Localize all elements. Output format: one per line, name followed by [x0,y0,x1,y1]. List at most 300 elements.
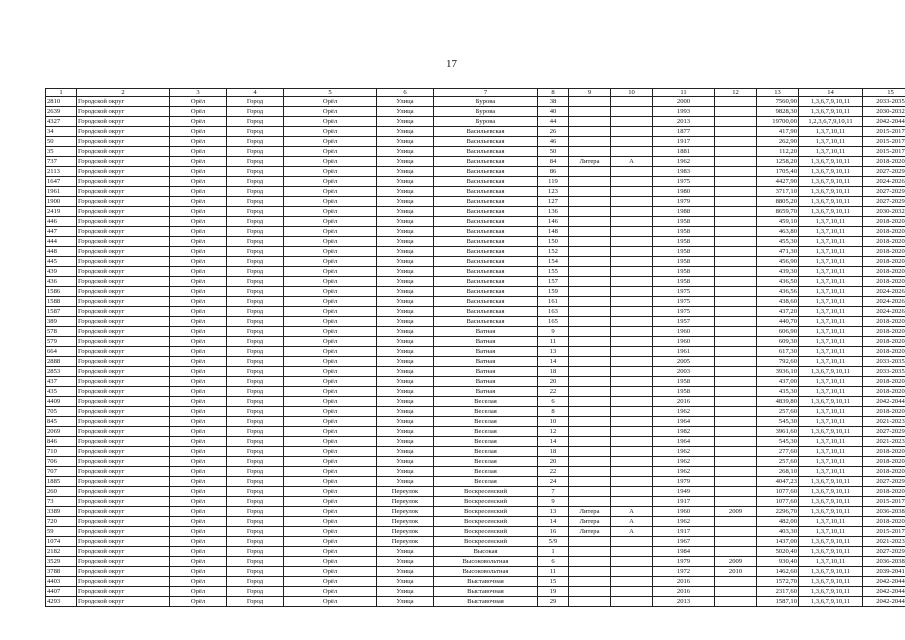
cell-street-name: Веселая [434,437,538,447]
cell-municipality-name: Орёл [170,437,227,447]
cell-repair-period: 2042-2044 [863,597,905,607]
cell-municipality-name: Орёл [170,367,227,377]
cell-house-number: 26 [538,127,569,137]
cell-building-letter [611,577,653,587]
cell-record-id: 2113 [46,167,77,177]
cell-street-type: Улица [377,387,434,397]
cell-year-reconstructed [715,457,757,467]
cell-year-reconstructed: 2009 [715,557,757,567]
cell-municipality-name: Орёл [170,557,227,567]
column-number: 11 [653,89,715,97]
cell-municipality-name: Орёл [170,547,227,557]
cell-municipality-type: Городской округ [77,187,170,197]
cell-building-letter-label [569,277,611,287]
cell-work-types: 1,3,7,10,11 [799,517,863,527]
cell-building-letter [611,257,653,267]
cell-work-types: 1,3,6,7,9,10,11 [799,177,863,187]
cell-house-number: 11 [538,337,569,347]
cell-repair-period: 2015-2017 [863,147,905,157]
cell-street-name: Выставочная [434,587,538,597]
cell-record-id: 664 [46,347,77,357]
cell-building-letter-label [569,587,611,597]
cell-street-name: Веселая [434,467,538,477]
cell-municipality-type: Городской округ [77,277,170,287]
cell-record-id: 50 [46,137,77,147]
cell-repair-period: 2018-2020 [863,517,905,527]
cell-municipality-type: Городской округ [77,457,170,467]
cell-settlement-name: Орёл [284,387,377,397]
cell-street-type: Улица [377,567,434,577]
cell-house-number: 13 [538,347,569,357]
cell-building-letter [611,417,653,427]
cell-repair-period: 2024-2026 [863,287,905,297]
cell-settlement-name: Орёл [284,427,377,437]
table-row [46,147,905,157]
cell-settlement-type: Город [227,537,284,547]
cell-repair-period: 2018-2020 [863,157,905,167]
cell-total-area: 437,00 [757,377,799,387]
cell-settlement-name: Орёл [284,437,377,447]
cell-street-type: Улица [377,577,434,587]
cell-building-letter-label [569,307,611,317]
cell-municipality-type: Городской округ [77,137,170,147]
cell-year-reconstructed [715,487,757,497]
table-row [46,577,905,587]
cell-municipality-type: Городской округ [77,497,170,507]
cell-settlement-name: Орёл [284,447,377,457]
cell-building-letter-label [569,137,611,147]
cell-street-name: Воскресенский [434,527,538,537]
cell-record-id: 2069 [46,427,77,437]
cell-building-letter-label [569,467,611,477]
cell-street-name: Ватная [434,367,538,377]
cell-municipality-name: Орёл [170,197,227,207]
cell-total-area: 439,30 [757,267,799,277]
cell-total-area: 455,30 [757,237,799,247]
cell-settlement-type: Город [227,487,284,497]
cell-repair-period: 2018-2020 [863,217,905,227]
cell-municipality-type: Городской округ [77,427,170,437]
cell-work-types: 1,3,6,7,9,10,11 [799,597,863,607]
cell-house-number: 5/9 [538,537,569,547]
cell-settlement-name: Орёл [284,217,377,227]
cell-building-letter-label [569,387,611,397]
table-row [46,377,905,387]
cell-work-types: 1,3,7,10,11 [799,257,863,267]
cell-record-id: 4293 [46,597,77,607]
cell-repair-period: 2030-2032 [863,107,905,117]
cell-street-name: Васильевская [434,297,538,307]
cell-year-reconstructed [715,307,757,317]
cell-total-area: 471,30 [757,247,799,257]
cell-total-area: 112,20 [757,147,799,157]
cell-building-letter [611,557,653,567]
cell-house-number: 123 [538,187,569,197]
cell-settlement-type: Город [227,377,284,387]
cell-work-types: 1,3,7,10,11 [799,127,863,137]
cell-year-built: 1964 [653,437,715,447]
cell-work-types: 1,3,7,10,11 [799,327,863,337]
cell-year-built: 1962 [653,467,715,477]
cell-record-id: 435 [46,387,77,397]
cell-work-types: 1,3,6,7,9,10,11 [799,367,863,377]
table-row [46,467,905,477]
cell-year-built: 1975 [653,287,715,297]
cell-total-area: 277,60 [757,447,799,457]
cell-municipality-name: Орёл [170,247,227,257]
cell-municipality-type: Городской округ [77,247,170,257]
cell-record-id: 34 [46,127,77,137]
cell-municipality-name: Орёл [170,497,227,507]
cell-street-name: Веселая [434,447,538,457]
cell-municipality-type: Городской округ [77,197,170,207]
table-row [46,207,905,217]
cell-building-letter [611,347,653,357]
cell-settlement-type: Город [227,417,284,427]
cell-settlement-name: Орёл [284,97,377,107]
cell-year-built: 1917 [653,497,715,507]
cell-house-number: 44 [538,117,569,127]
cell-house-number: 136 [538,207,569,217]
cell-building-letter-label [569,427,611,437]
cell-total-area: 5020,40 [757,547,799,557]
cell-house-number: 10 [538,417,569,427]
cell-year-reconstructed [715,257,757,267]
cell-settlement-type: Город [227,447,284,457]
cell-municipality-type: Городской округ [77,287,170,297]
cell-settlement-type: Город [227,297,284,307]
cell-street-name: Васильевская [434,147,538,157]
cell-total-area: 438,60 [757,297,799,307]
cell-building-letter [611,307,653,317]
cell-street-name: Васильевская [434,317,538,327]
cell-settlement-type: Город [227,157,284,167]
cell-record-id: 578 [46,327,77,337]
cell-street-name: Васильевская [434,237,538,247]
cell-repair-period: 2018-2020 [863,237,905,247]
cell-total-area: 3961,60 [757,427,799,437]
cell-municipality-name: Орёл [170,307,227,317]
cell-municipality-name: Орёл [170,157,227,167]
cell-settlement-type: Город [227,187,284,197]
cell-year-built: 1958 [653,237,715,247]
cell-year-reconstructed [715,207,757,217]
cell-record-id: 2810 [46,97,77,107]
cell-year-reconstructed [715,127,757,137]
cell-total-area: 8805,20 [757,197,799,207]
cell-house-number: 16 [538,527,569,537]
cell-year-reconstructed [715,537,757,547]
cell-street-type: Улица [377,447,434,457]
cell-year-built: 1984 [653,547,715,557]
cell-repair-period: 2039-2041 [863,567,905,577]
cell-street-type: Улица [377,327,434,337]
cell-year-built: 2016 [653,587,715,597]
cell-year-reconstructed [715,167,757,177]
table-row [46,447,905,457]
cell-street-name: Васильевская [434,197,538,207]
cell-municipality-type: Городской округ [77,347,170,357]
cell-settlement-type: Город [227,567,284,577]
cell-building-letter-label [569,147,611,157]
cell-settlement-type: Город [227,227,284,237]
cell-building-letter [611,147,653,157]
cell-settlement-name: Орёл [284,227,377,237]
cell-house-number: 20 [538,457,569,467]
table-row [46,127,905,137]
cell-settlement-type: Город [227,507,284,517]
cell-record-id: 2419 [46,207,77,217]
column-number: 3 [170,89,227,97]
cell-municipality-name: Орёл [170,577,227,587]
cell-work-types: 1,3,7,10,11 [799,407,863,417]
cell-year-reconstructed [715,397,757,407]
cell-record-id: 705 [46,407,77,417]
cell-year-built: 2000 [653,97,715,107]
cell-municipality-name: Орёл [170,277,227,287]
cell-house-number: 9 [538,497,569,507]
cell-street-type: Улица [377,467,434,477]
cell-total-area: 1258,20 [757,157,799,167]
cell-building-letter [611,277,653,287]
cell-street-name: Васильевская [434,277,538,287]
cell-building-letter-label [569,407,611,417]
cell-work-types: 1,3,7,10,11 [799,317,863,327]
cell-settlement-type: Город [227,327,284,337]
cell-year-reconstructed [715,527,757,537]
cell-year-reconstructed [715,267,757,277]
cell-street-type: Улица [377,237,434,247]
cell-year-built: 1983 [653,167,715,177]
table-row [46,487,905,497]
cell-repair-period: 2018-2020 [863,277,905,287]
cell-year-reconstructed [715,157,757,167]
cell-building-letter [611,377,653,387]
cell-municipality-name: Орёл [170,347,227,357]
cell-year-reconstructed [715,97,757,107]
cell-work-types: 1,3,7,10,11 [799,237,863,247]
cell-settlement-type: Город [227,97,284,107]
cell-street-name: Ватная [434,377,538,387]
table-row [46,267,905,277]
cell-house-number: 22 [538,387,569,397]
cell-total-area: 1437,00 [757,537,799,547]
cell-year-reconstructed [715,137,757,147]
cell-building-letter [611,267,653,277]
cell-year-built: 1958 [653,227,715,237]
cell-year-reconstructed: 2009 [715,507,757,517]
table-row [46,247,905,257]
table-row [46,217,905,227]
cell-record-id: 4403 [46,577,77,587]
cell-work-types: 1,3,7,10,11 [799,297,863,307]
cell-year-built: 1975 [653,307,715,317]
cell-settlement-name: Орёл [284,547,377,557]
cell-record-id: 710 [46,447,77,457]
cell-settlement-name: Орёл [284,197,377,207]
cell-street-type: Улица [377,277,434,287]
cell-building-letter [611,327,653,337]
cell-municipality-name: Орёл [170,537,227,547]
cell-street-name: Васильевская [434,267,538,277]
cell-repair-period: 2030-2032 [863,207,905,217]
cell-building-letter-label [569,167,611,177]
cell-house-number: 15 [538,577,569,587]
table-row [46,107,905,117]
cell-settlement-type: Город [227,287,284,297]
cell-building-letter [611,477,653,487]
table-row [46,97,905,107]
cell-year-built: 1962 [653,407,715,417]
cell-municipality-name: Орёл [170,257,227,267]
cell-year-reconstructed [715,497,757,507]
column-number: 5 [284,89,377,97]
cell-year-built: 1988 [653,207,715,217]
cell-street-type: Улица [377,397,434,407]
cell-repair-period: 2018-2020 [863,487,905,497]
cell-building-letter-label [569,107,611,117]
cell-municipality-name: Орёл [170,297,227,307]
cell-settlement-name: Орёл [284,297,377,307]
cell-street-name: Бурова [434,107,538,117]
cell-work-types: 1,3,6,7,9,10,11 [799,167,863,177]
cell-street-type: Улица [377,557,434,567]
cell-settlement-name: Орёл [284,527,377,537]
cell-street-name: Веселая [434,427,538,437]
cell-year-built: 1979 [653,477,715,487]
cell-year-built: 1982 [653,427,715,437]
cell-work-types: 1,3,6,7,9,10,11 [799,537,863,547]
column-number: 1 [46,89,77,97]
cell-work-types: 1,3,6,7,9,10,11 [799,477,863,487]
cell-house-number: 165 [538,317,569,327]
cell-year-reconstructed [715,197,757,207]
cell-building-letter [611,237,653,247]
cell-municipality-type: Городской округ [77,217,170,227]
cell-building-letter-label [569,457,611,467]
column-number: 2 [77,89,170,97]
cell-building-letter-label: Литера [569,517,611,527]
cell-street-type: Улица [377,367,434,377]
cell-municipality-name: Орёл [170,147,227,157]
cell-municipality-name: Орёл [170,327,227,337]
cell-settlement-name: Орёл [284,537,377,547]
cell-repair-period: 2033-2035 [863,367,905,377]
table-row [46,237,905,247]
cell-total-area: 7560,90 [757,97,799,107]
register-body [46,89,905,607]
cell-work-types: 1,3,7,10,11 [799,227,863,237]
cell-municipality-type: Городской округ [77,317,170,327]
cell-repair-period: 2033-2035 [863,357,905,367]
cell-record-id: 2639 [46,107,77,117]
cell-settlement-name: Орёл [284,137,377,147]
cell-repair-period: 2018-2020 [863,387,905,397]
cell-year-reconstructed [715,117,757,127]
cell-building-letter [611,397,653,407]
cell-settlement-type: Город [227,357,284,367]
cell-settlement-name: Орёл [284,157,377,167]
cell-year-built: 1957 [653,317,715,327]
table-row [46,357,905,367]
cell-house-number: 18 [538,367,569,377]
cell-year-reconstructed [715,217,757,227]
cell-municipality-name: Орёл [170,217,227,227]
cell-settlement-name: Орёл [284,267,377,277]
cell-settlement-name: Орёл [284,557,377,567]
cell-settlement-type: Город [227,127,284,137]
cell-settlement-name: Орёл [284,467,377,477]
cell-settlement-name: Орёл [284,257,377,267]
cell-year-reconstructed [715,407,757,417]
cell-municipality-name: Орёл [170,597,227,607]
cell-street-type: Улица [377,117,434,127]
cell-year-reconstructed [715,177,757,187]
cell-street-type: Улица [377,107,434,117]
cell-settlement-name: Орёл [284,247,377,257]
cell-work-types: 1,3,7,10,11 [799,387,863,397]
cell-record-id: 579 [46,337,77,347]
cell-street-type: Улица [377,157,434,167]
cell-work-types: 1,3,7,10,11 [799,467,863,477]
cell-street-type: Переулок [377,537,434,547]
cell-building-letter-label [569,97,611,107]
cell-repair-period: 2027-2029 [863,427,905,437]
cell-building-letter-label [569,317,611,327]
table-row [46,547,905,557]
cell-repair-period: 2042-2044 [863,397,905,407]
cell-municipality-type: Городской округ [77,337,170,347]
table-row [46,257,905,267]
cell-building-letter: А [611,527,653,537]
cell-house-number: 161 [538,297,569,307]
cell-building-letter-label: Литера [569,527,611,537]
cell-street-name: Васильевская [434,247,538,257]
cell-record-id: 706 [46,457,77,467]
cell-municipality-name: Орёл [170,407,227,417]
column-number: 15 [863,89,905,97]
cell-year-reconstructed [715,347,757,357]
cell-municipality-type: Городской округ [77,127,170,137]
cell-street-type: Улица [377,267,434,277]
cell-municipality-type: Городской округ [77,97,170,107]
cell-year-reconstructed [715,237,757,247]
cell-house-number: 22 [538,467,569,477]
cell-total-area: 482,00 [757,517,799,527]
cell-house-number: 20 [538,377,569,387]
cell-year-built: 1881 [653,147,715,157]
cell-municipality-type: Городской округ [77,507,170,517]
cell-municipality-name: Орёл [170,107,227,117]
cell-repair-period: 2018-2020 [863,267,905,277]
cell-building-letter-label [569,577,611,587]
cell-building-letter-label [569,287,611,297]
housing-register-table [45,88,905,607]
cell-street-name: Веселая [434,457,538,467]
cell-building-letter [611,317,653,327]
cell-year-reconstructed [715,377,757,387]
cell-total-area: 4427,90 [757,177,799,187]
cell-total-area: 8659,70 [757,207,799,217]
table-row [46,367,905,377]
cell-repair-period: 2042-2044 [863,577,905,587]
cell-record-id: 447 [46,227,77,237]
cell-building-letter-label [569,117,611,127]
cell-street-name: Высоковольтная [434,567,538,577]
cell-work-types: 1,3,7,10,11 [799,337,863,347]
cell-street-name: Васильевская [434,307,538,317]
cell-total-area: 3936,10 [757,367,799,377]
